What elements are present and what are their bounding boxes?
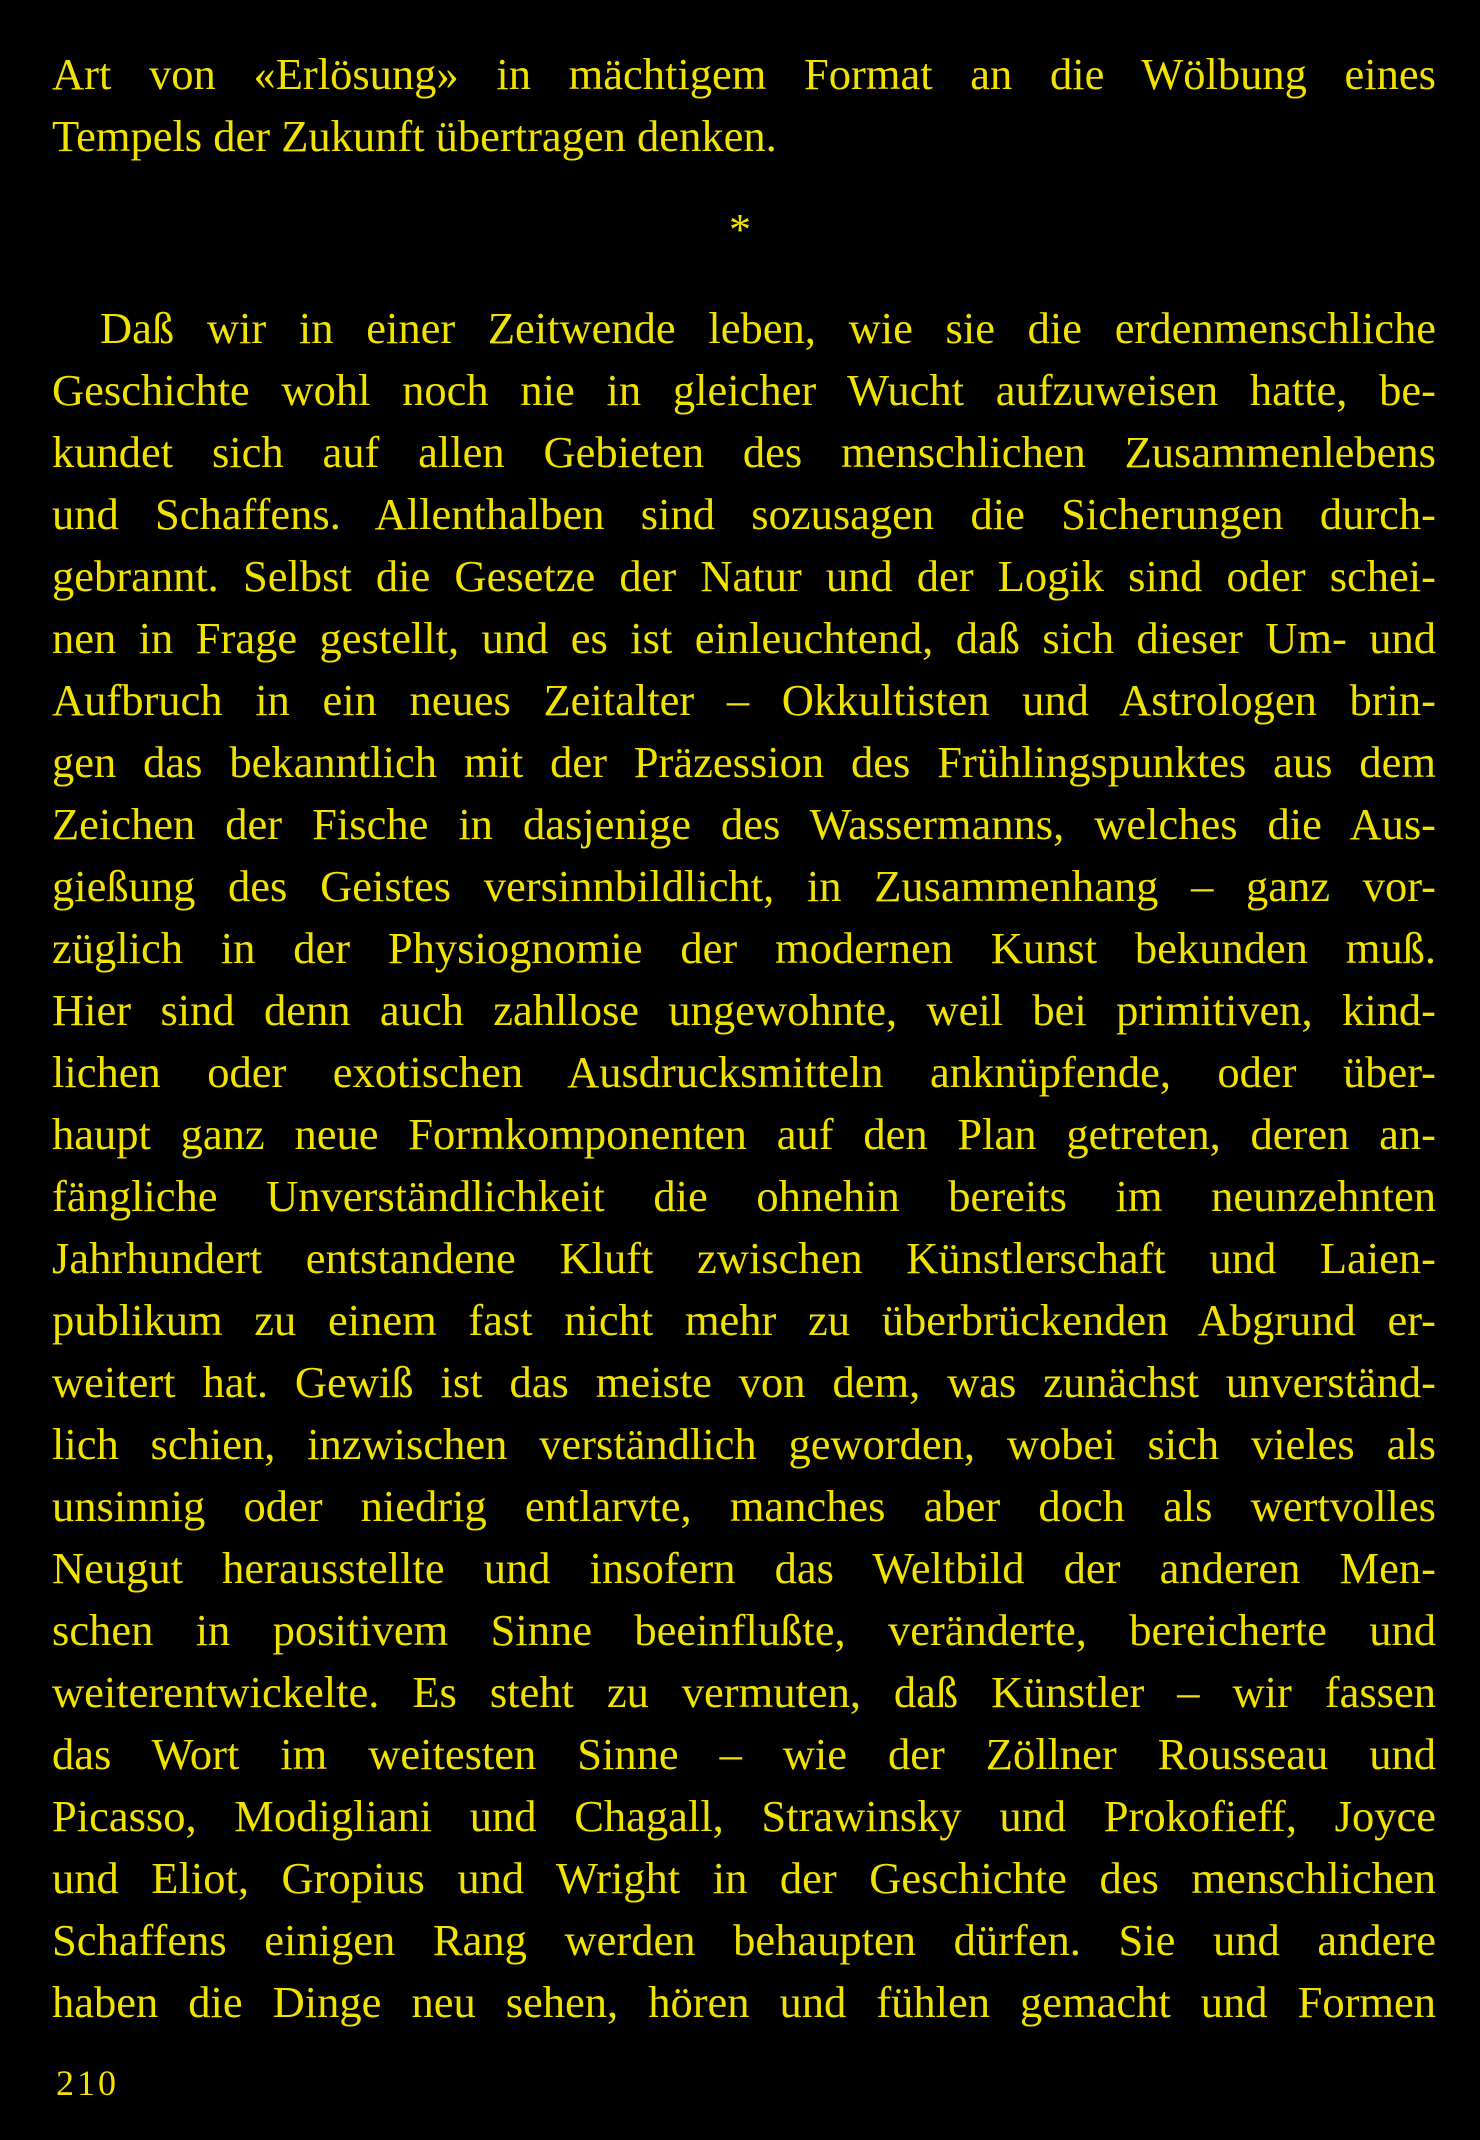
paragraph-line: unsinnig oder niedrig entlarvte, manches aber doch als wertvolles bbox=[52, 1481, 1436, 1531]
paragraph-line: und Schaffens. Allenthalben sind sozusagen die Sicherungen durch- bbox=[52, 489, 1436, 539]
section-divider-asterisk: * bbox=[729, 205, 751, 254]
paragraph-line: Schaffens einigen Rang werden behaupten dürfen. Sie und andere bbox=[52, 1915, 1436, 1965]
paragraph-line: weitert hat. Gewiß ist das meiste von dem, was zunächst unverständ- bbox=[52, 1357, 1436, 1407]
paragraph-line: fängliche Unverständlichkeit die ohnehin bereits im neunzehnten bbox=[52, 1171, 1436, 1221]
paragraph-line: Picasso, Modigliani und Chagall, Strawinsky und Prokofieff, Joyce bbox=[52, 1791, 1436, 1841]
paragraph-line: Geschichte wohl noch nie in gleicher Wucht aufzuweisen hatte, be- bbox=[52, 365, 1436, 415]
paragraph-line: Neugut herausstellte und insofern das Weltbild der anderen Men- bbox=[52, 1543, 1436, 1593]
opening-line: Art von «Erlösung» in mächtigem Format an die Wölbung eines bbox=[52, 49, 1436, 99]
paragraph-line: haupt ganz neue Formkomponenten auf den Plan getreten, deren an- bbox=[52, 1109, 1436, 1159]
paragraph-line: nen in Frage gestellt, und es ist einleuchtend, daß sich dieser Um- und bbox=[52, 613, 1436, 663]
paragraph-line: haben die Dinge neu sehen, hören und fühlen gemacht und Formen bbox=[52, 1977, 1436, 2027]
paragraph-line: gen das bekanntlich mit der Präzession des Frühlingspunktes aus dem bbox=[52, 737, 1436, 787]
paragraph-line: lichen oder exotischen Ausdrucksmitteln anknüpfende, oder über- bbox=[52, 1047, 1436, 1097]
paragraph-line: und Eliot, Gropius und Wright in der Geschichte des menschlichen bbox=[52, 1853, 1436, 1903]
paragraph-line: schen in positivem Sinne beeinflußte, veränderte, bereicherte und bbox=[52, 1605, 1436, 1655]
paragraph-line: Zeichen der Fische in dasjenige des Wassermanns, welches die Aus- bbox=[52, 799, 1436, 849]
paragraph-line: Aufbruch in ein neues Zeitalter – Okkultisten und Astrologen brin- bbox=[52, 675, 1436, 725]
paragraph-line: Daß wir in einer Zeitwende leben, wie sie die erdenmenschliche bbox=[100, 303, 1436, 353]
opening-line: Tempels der Zukunft übertragen denken. bbox=[52, 111, 777, 161]
paragraph-line: gebrannt. Selbst die Gesetze der Natur und der Logik sind oder schei- bbox=[52, 551, 1436, 601]
paragraph-line: lich schien, inzwischen verständlich geworden, wobei sich vieles als bbox=[52, 1419, 1436, 1469]
paragraph-line: weiterentwickelte. Es steht zu vermuten, daß Künstler – wir fassen bbox=[52, 1667, 1436, 1717]
paragraph-line: publikum zu einem fast nicht mehr zu überbrückenden Abgrund er- bbox=[52, 1295, 1436, 1345]
paragraph-line: das Wort im weitesten Sinne – wie der Zöllner Rousseau und bbox=[52, 1729, 1436, 1779]
paragraph-line: gießung des Geistes versinnbildlicht, in Zusammenhang – ganz vor- bbox=[52, 861, 1436, 911]
page-number: 210 bbox=[56, 2063, 119, 2103]
paragraph-line: Jahrhundert entstandene Kluft zwischen Künstlerschaft und Laien- bbox=[52, 1233, 1436, 1283]
paragraph-line: kundet sich auf allen Gebieten des menschlichen Zusammenlebens bbox=[52, 427, 1436, 477]
paragraph-line: Hier sind denn auch zahllose ungewohnte, weil bei primitiven, kind- bbox=[52, 985, 1436, 1035]
paragraph-line: züglich in der Physiognomie der modernen Kunst bekunden muß. bbox=[52, 923, 1436, 973]
